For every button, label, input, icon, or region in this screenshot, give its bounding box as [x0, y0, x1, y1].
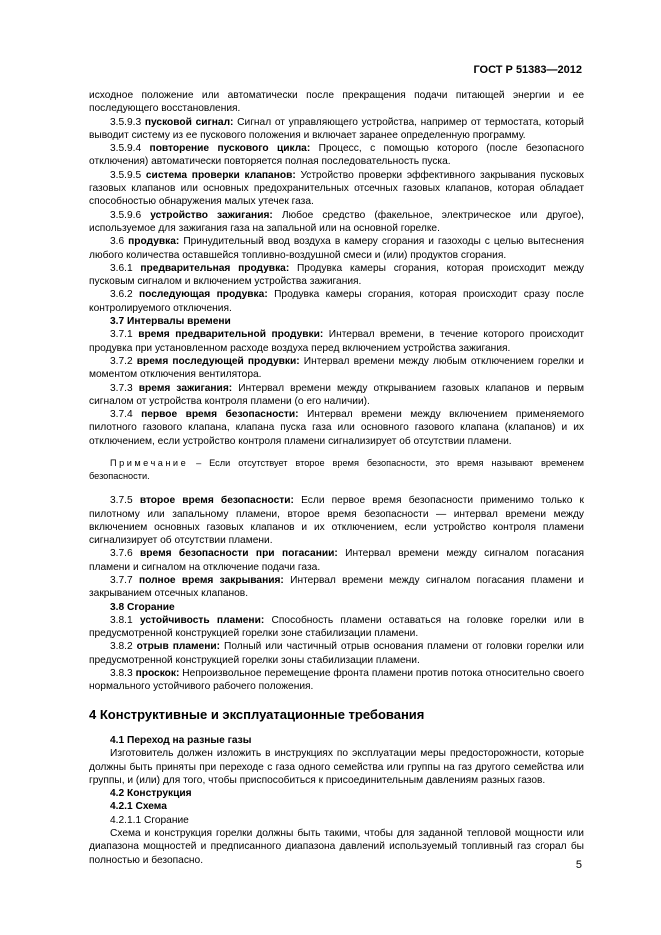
paragraph [89, 382, 584, 409]
paragraph [89, 667, 584, 694]
paragraph [89, 328, 584, 355]
paragraph: Схема и конструкция горелки должны быть такими, чтобы для заданной тепловой мощности или диапазона мощностей и предписанного диапазона давлений используемый топливный газ сгорал бы полностью и безопасно. [89, 828, 584, 866]
term: время последующей продувки: [136, 355, 300, 367]
paragraph [89, 235, 584, 262]
paragraph [89, 209, 584, 236]
definition: Принудительный ввод воздуха в камеру сгорания и газоходы с целью вытеснения любого количества оставшейся топливно-воздушной смеси и (или) продуктов сгорания. [89, 236, 584, 261]
clause-number: 3.5.9.3 [110, 116, 145, 128]
definition: Продувка камеры сгорания, которая происходит между пусковым сигналом и включением устройства зажигания. [89, 262, 584, 288]
clause-number: 3.7.4 [110, 409, 142, 421]
clause-number: 3.5.9.6 [110, 209, 151, 221]
paragraph [89, 142, 584, 169]
clause-number: 3.7.6 [110, 548, 141, 560]
clause-number: 3.6.1 [110, 262, 141, 274]
term: устойчивость пламени: [139, 614, 265, 626]
term: отрыв пламени: [136, 641, 221, 653]
term: первое время безопасности: [141, 409, 299, 421]
definition: Интервал времени между сигналом погасания пламени и закрыванием отсечных клапанов. [89, 574, 584, 600]
paragraph [89, 116, 584, 143]
term: пусковой сигнал: [144, 116, 234, 128]
paragraph [89, 614, 584, 641]
clause-number: 3.5.9.4 [110, 143, 150, 155]
term: время предварительной продувки: [138, 329, 324, 341]
paragraph [89, 169, 584, 209]
clause-number: 3.6.2 [110, 289, 140, 301]
definition: Интервал времени между любым отключением горелки и моментом отключения вентилятора. [89, 355, 584, 381]
clause-number: 3.7.3 [110, 382, 139, 394]
term: проскок: [135, 668, 180, 680]
definition: Продувка камеры сгорания, которая происходит сразу после контролируемого отключения. [89, 289, 584, 314]
definition: Сигнал от управляющего устройства, например от термостата, который выводит систему из ее пускового положения и включает заранее определенную программу. [89, 116, 584, 141]
clause-number: 3.7.1 [110, 329, 139, 341]
clause-number: 3.6 [110, 236, 129, 248]
definition: Если первое время безопасности применимо только к пилотному или запальному пламени, второе время безопасности — интервал времени между включением основных газовых клапанов и их отключением, если устройство контроля пламени сигнализирует об отсутствии пламени. [89, 495, 584, 547]
clause-number: 3.8.3 [110, 668, 136, 680]
paragraph [89, 288, 584, 315]
section-heading: 4 Конструктивные и эксплуатационные требования [89, 706, 425, 722]
definition: Интервал времени, в течение которого происходит продувка при установленном расходе воздуха перед включением устройства зажигания. [89, 329, 584, 354]
definition: Интервал времени между сигналом погасания пламени и сигналом на отключение подачи газа. [89, 548, 584, 573]
definition: Интервал времени между включением применяемого пилотного газового клапана, клапана пуска газа или основного газового клапана (клапанов) и их отключением, если устройство контроля пламени сигнализирует об отсутствии пламени. [89, 409, 584, 447]
subsection-heading: 4.1 Переход на разные газы [110, 734, 252, 746]
definition: Полный или частичный отрыв основания пламени от головки горелки или предусмотренной конструкцией горелки зоны стабилизации пламени. [89, 641, 584, 666]
term: предварительная продувка: [140, 262, 290, 274]
term: время безопасности при погасании: [140, 548, 338, 560]
term: время зажигания: [138, 382, 233, 394]
definition: Непроизвольное перемещение фронта пламени против потока относительно своего нормального устойчивого рабочего положения. [89, 668, 584, 693]
note-label: Примечание [110, 458, 189, 469]
clause-number: 3.7.7 [110, 574, 139, 586]
paragraph [89, 262, 584, 289]
note-text: – Если отсутствует второе время безопасности, это время называют временем безопасности. [89, 458, 584, 481]
definition: Способность пламени оставаться на головке горелки или в предусмотренной конструкцией горелки зоне стабилизации пламени. [89, 614, 584, 640]
definition: Устройство проверки эффективного закрывания пусковых газовых клапанов или основных предохранительных отсечных газовых клапанов, которая обладает способностью обнаружения малых утечек газа. [89, 169, 584, 208]
term: устройство зажигания: [150, 209, 273, 221]
paragraph [89, 640, 584, 667]
term: последующая продувка: [139, 289, 268, 301]
paragraph: 4.2.1.1 Сгорание [110, 814, 189, 826]
term: продувка: [128, 236, 180, 248]
paragraph [89, 408, 584, 448]
standard-designation: ГОСТ Р 51383—2012 [473, 64, 582, 76]
clause-number: 3.7.2 [110, 355, 137, 367]
clause-number: 3.7.5 [110, 495, 140, 507]
subsection-heading: 3.8 Сгорание [110, 601, 175, 613]
subsection-heading: 4.2 Конструкция [110, 788, 192, 800]
paragraph [89, 355, 584, 382]
term: второе время безопасности: [139, 495, 294, 507]
clause-number: 3.8.2 [110, 641, 137, 653]
clause-number: 3.5.9.5 [110, 169, 146, 181]
definition: Интервал времени между открыванием газовых клапанов и первым сигналом от устройства контроля пламени (о его наличии). [89, 382, 584, 407]
term: повторение пускового цикла: [149, 143, 311, 155]
definition: Любое средство (факельное, электрическое или другое), используемое для зажигания газа на запальной или на основной горелке. [89, 209, 584, 234]
clause-number: 3.8.1 [110, 614, 140, 626]
term: система проверки клапанов: [145, 169, 296, 181]
paragraph: Изготовитель должен изложить в инструкциях по эксплуатации меры предосторожности, которые должны быть приняты при переходе с газа одного семейства или группы на газ другого семейства или группы, и (или) для того, чтобы приспособиться к присоединительным давлениям разных газов. [89, 748, 584, 786]
definition: Процесс, с помощью которого (после безопасного отключения) автоматически повторяется полная последовательность пуска. [89, 143, 584, 168]
page-number: 5 [575, 859, 582, 871]
paragraph [89, 574, 584, 601]
paragraph: исходное положение или автоматически после прекращения подачи питающей энергии и ее последующего восстановления. [89, 90, 584, 115]
note [89, 457, 584, 482]
paragraph [89, 494, 584, 547]
subsection-heading: 3.7 Интервалы времени [110, 316, 231, 328]
paragraph [89, 547, 584, 574]
term: полное время закрывания: [138, 574, 284, 586]
subsection-heading: 4.2.1 Схема [110, 801, 167, 813]
document-body [89, 89, 584, 867]
